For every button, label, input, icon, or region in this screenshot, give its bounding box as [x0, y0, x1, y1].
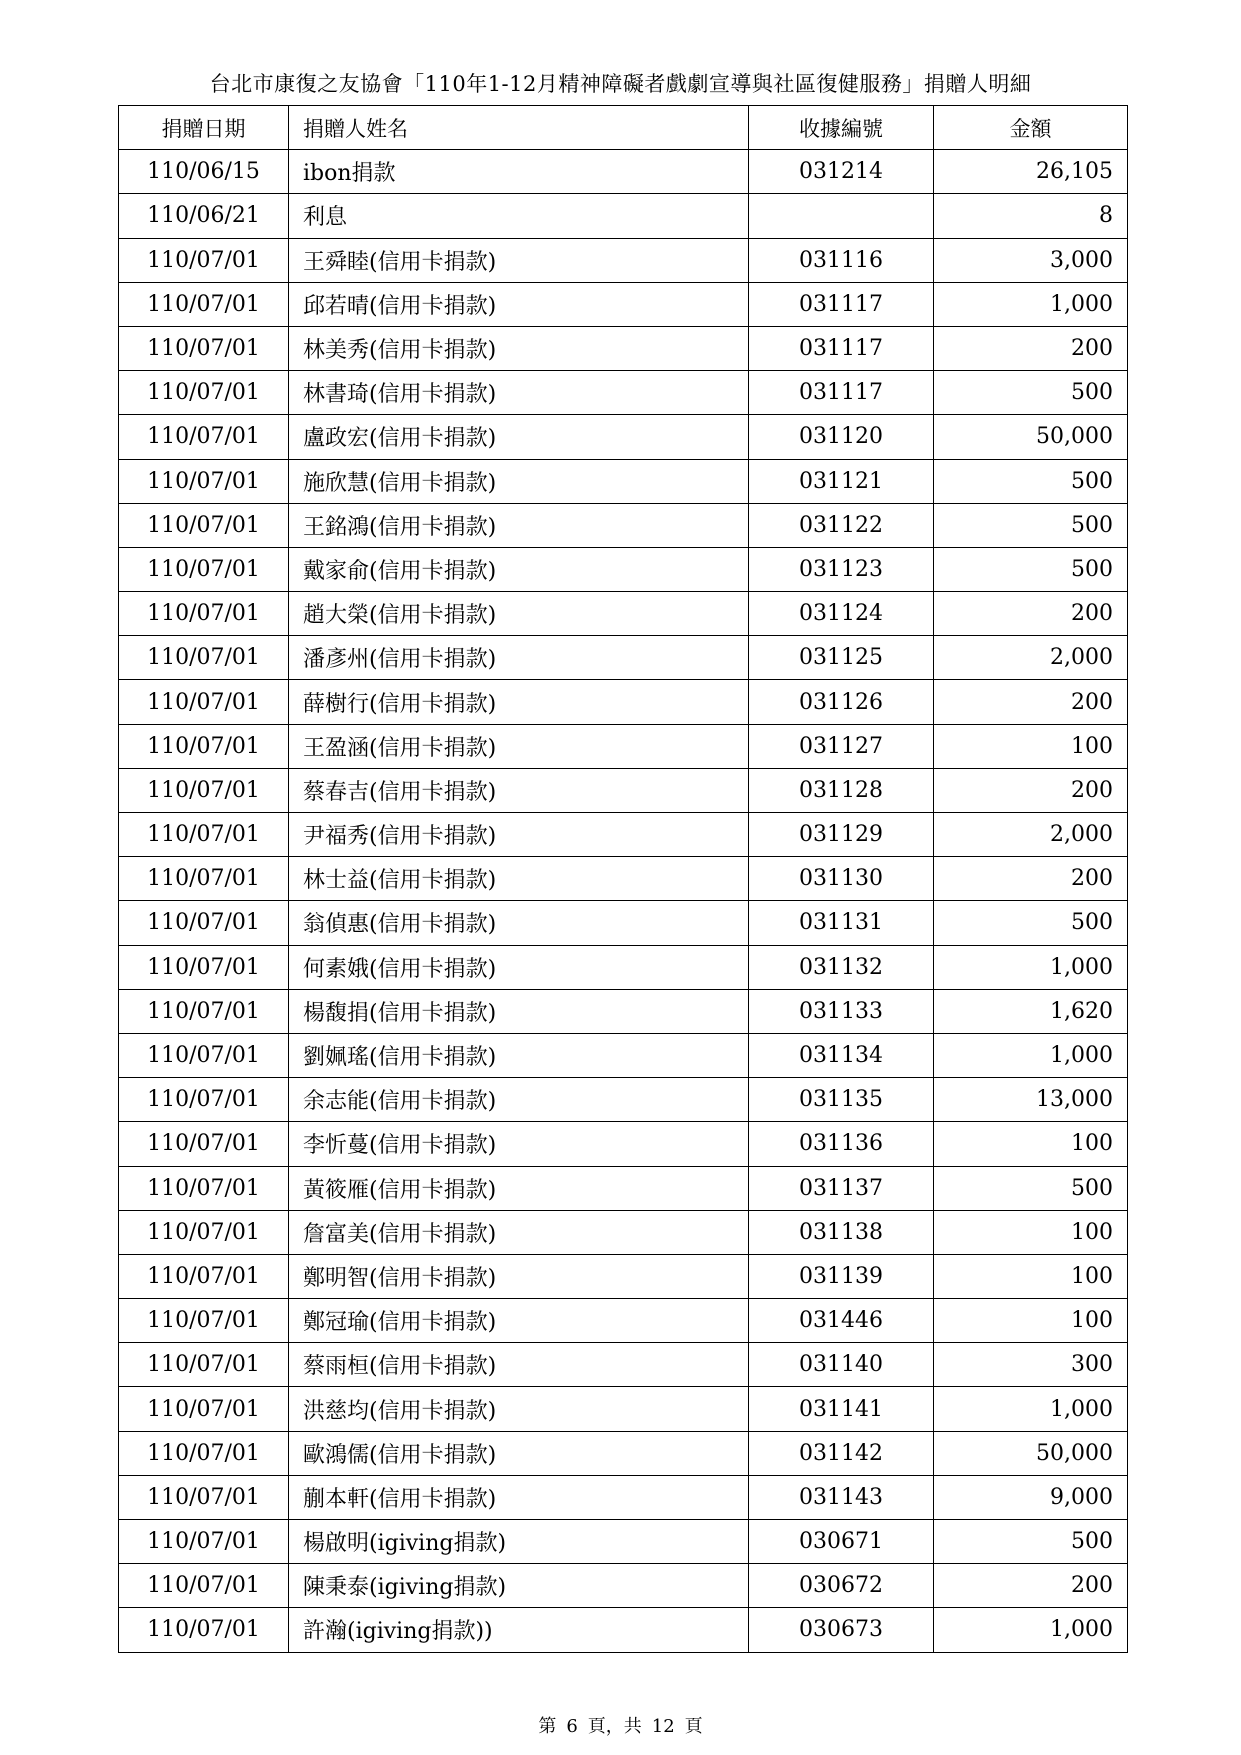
cell-receipt-number: 031117 [749, 326, 934, 370]
cell-receipt-number: 031130 [749, 857, 934, 901]
cell-receipt-number: 031140 [749, 1343, 934, 1387]
table-row [119, 1078, 1128, 1122]
cell-amount: 200 [934, 768, 1128, 812]
cell-date: 110/07/01 [119, 592, 289, 636]
cell-receipt-number: 031446 [749, 1299, 934, 1343]
cell-amount: 500 [934, 1166, 1128, 1210]
cell-amount: 1,000 [934, 282, 1128, 326]
cell-amount: 500 [934, 901, 1128, 945]
cell-amount: 500 [934, 459, 1128, 503]
table-row [119, 1387, 1128, 1431]
cell-receipt-number: 031117 [749, 371, 934, 415]
cell-amount: 2,000 [934, 813, 1128, 857]
cell-donor-name: 洪慈均(信用卡捐款) [289, 1387, 749, 1431]
cell-donor-name: 劉姵瑤(信用卡捐款) [289, 1033, 749, 1077]
cell-date: 110/07/01 [119, 1254, 289, 1298]
cell-donor-name: 王盈涵(信用卡捐款) [289, 724, 749, 768]
table-row [119, 547, 1128, 591]
cell-amount: 2,000 [934, 636, 1128, 680]
cell-receipt-number: 030672 [749, 1564, 934, 1608]
cell-amount: 200 [934, 592, 1128, 636]
table-row [119, 680, 1128, 724]
cell-date: 110/07/01 [119, 1210, 289, 1254]
cell-receipt-number: 031142 [749, 1431, 934, 1475]
cell-amount: 50,000 [934, 415, 1128, 459]
cell-donor-name: 歐鴻儒(信用卡捐款) [289, 1431, 749, 1475]
cell-date: 110/07/01 [119, 415, 289, 459]
cell-receipt-number [749, 194, 934, 238]
header-date: 捐贈日期 [119, 106, 289, 150]
cell-date: 110/07/01 [119, 724, 289, 768]
cell-receipt-number: 031128 [749, 768, 934, 812]
cell-donor-name: 林書琦(信用卡捐款) [289, 371, 749, 415]
cell-amount: 8 [934, 194, 1128, 238]
cell-receipt-number: 031116 [749, 238, 934, 282]
cell-donor-name: 楊馥捐(信用卡捐款) [289, 989, 749, 1033]
cell-amount: 500 [934, 547, 1128, 591]
cell-date: 110/07/01 [119, 680, 289, 724]
cell-amount: 200 [934, 857, 1128, 901]
cell-receipt-number: 031125 [749, 636, 934, 680]
cell-amount: 1,000 [934, 945, 1128, 989]
cell-donor-name: 鄭冠瑜(信用卡捐款) [289, 1299, 749, 1343]
cell-receipt-number: 031120 [749, 415, 934, 459]
cell-date: 110/07/01 [119, 459, 289, 503]
cell-date: 110/07/01 [119, 636, 289, 680]
cell-date: 110/07/01 [119, 282, 289, 326]
cell-receipt-number: 031214 [749, 150, 934, 194]
cell-receipt-number: 031127 [749, 724, 934, 768]
table-row [119, 150, 1128, 194]
cell-amount: 200 [934, 680, 1128, 724]
table-row [119, 857, 1128, 901]
cell-amount: 300 [934, 1343, 1128, 1387]
footer-middle: 頁，共 [587, 1716, 642, 1737]
cell-receipt-number: 031141 [749, 1387, 934, 1431]
footer-prefix: 第 [538, 1716, 557, 1737]
footer-suffix: 頁 [684, 1716, 703, 1737]
cell-donor-name: 王銘鴻(信用卡捐款) [289, 503, 749, 547]
table-row [119, 1166, 1128, 1210]
table-row [119, 901, 1128, 945]
cell-donor-name: 黃筱雁(信用卡捐款) [289, 1166, 749, 1210]
cell-amount: 100 [934, 724, 1128, 768]
cell-receipt-number: 031139 [749, 1254, 934, 1298]
table-row [119, 1033, 1128, 1077]
cell-date: 110/06/21 [119, 194, 289, 238]
cell-amount: 1,000 [934, 1033, 1128, 1077]
footer-total-pages: 12 [651, 1716, 675, 1737]
cell-donor-name: 林美秀(信用卡捐款) [289, 326, 749, 370]
cell-date: 110/07/01 [119, 1520, 289, 1564]
cell-date: 110/07/01 [119, 1387, 289, 1431]
table-row [119, 503, 1128, 547]
cell-date: 110/07/01 [119, 768, 289, 812]
table-body [119, 150, 1128, 1652]
table-row [119, 371, 1128, 415]
header-row [119, 106, 1128, 150]
cell-amount: 26,105 [934, 150, 1128, 194]
table-row [119, 989, 1128, 1033]
cell-donor-name: 戴家俞(信用卡捐款) [289, 547, 749, 591]
cell-receipt-number: 031126 [749, 680, 934, 724]
cell-amount: 100 [934, 1254, 1128, 1298]
table-row [119, 194, 1128, 238]
cell-receipt-number: 031138 [749, 1210, 934, 1254]
cell-amount: 9,000 [934, 1475, 1128, 1519]
cell-donor-name: 盧政宏(信用卡捐款) [289, 415, 749, 459]
cell-donor-name: 李忻蔓(信用卡捐款) [289, 1122, 749, 1166]
table-row [119, 282, 1128, 326]
cell-receipt-number: 031122 [749, 503, 934, 547]
cell-receipt-number: 031132 [749, 945, 934, 989]
cell-receipt-number: 031131 [749, 901, 934, 945]
cell-donor-name: 潘彥州(信用卡捐款) [289, 636, 749, 680]
cell-receipt-number: 031134 [749, 1033, 934, 1077]
cell-donor-name: 余志能(信用卡捐款) [289, 1078, 749, 1122]
cell-date: 110/07/01 [119, 813, 289, 857]
cell-donor-name: 利息 [289, 194, 749, 238]
table-row [119, 592, 1128, 636]
cell-date: 110/07/01 [119, 1033, 289, 1077]
cell-amount: 3,000 [934, 238, 1128, 282]
cell-receipt-number: 031121 [749, 459, 934, 503]
cell-date: 110/07/01 [119, 371, 289, 415]
table-row [119, 1475, 1128, 1519]
cell-donor-name: 薛樹行(信用卡捐款) [289, 680, 749, 724]
cell-receipt-number: 030671 [749, 1520, 934, 1564]
header-donor-name: 捐贈人姓名 [289, 106, 749, 150]
cell-amount: 200 [934, 326, 1128, 370]
cell-amount: 100 [934, 1210, 1128, 1254]
cell-receipt-number: 031135 [749, 1078, 934, 1122]
cell-date: 110/07/01 [119, 326, 289, 370]
table-row [119, 1210, 1128, 1254]
cell-donor-name: ibon捐款 [289, 150, 749, 194]
cell-date: 110/07/01 [119, 1475, 289, 1519]
cell-date: 110/07/01 [119, 1608, 289, 1652]
donation-table [118, 105, 1128, 1653]
cell-donor-name: 邱若晴(信用卡捐款) [289, 282, 749, 326]
cell-date: 110/07/01 [119, 1431, 289, 1475]
cell-receipt-number: 031124 [749, 592, 934, 636]
table-row [119, 1343, 1128, 1387]
cell-date: 110/07/01 [119, 901, 289, 945]
cell-date: 110/07/01 [119, 857, 289, 901]
cell-date: 110/07/01 [119, 1564, 289, 1608]
table-row [119, 1520, 1128, 1564]
table-row [119, 1608, 1128, 1652]
cell-amount: 1,620 [934, 989, 1128, 1033]
document-title: 台北市康復之友協會「110年1-12月精神障礙者戲劇宣導與社區復健服務」捐贈人明細 [209, 72, 1032, 96]
cell-amount: 500 [934, 503, 1128, 547]
table-row [119, 813, 1128, 857]
cell-amount: 1,000 [934, 1387, 1128, 1431]
cell-amount: 13,000 [934, 1078, 1128, 1122]
cell-amount: 100 [934, 1122, 1128, 1166]
table-row [119, 238, 1128, 282]
cell-amount: 50,000 [934, 1431, 1128, 1475]
cell-date: 110/07/01 [119, 1166, 289, 1210]
table-row [119, 1431, 1128, 1475]
cell-receipt-number: 031143 [749, 1475, 934, 1519]
cell-date: 110/07/01 [119, 1122, 289, 1166]
page-footer [0, 1712, 1241, 1738]
cell-donor-name: 王舜睦(信用卡捐款) [289, 238, 749, 282]
cell-donor-name: 楊啟明(igiving捐款) [289, 1520, 749, 1564]
cell-receipt-number: 031133 [749, 989, 934, 1033]
table-row [119, 945, 1128, 989]
cell-date: 110/06/15 [119, 150, 289, 194]
table-row [119, 1299, 1128, 1343]
table-row [119, 459, 1128, 503]
cell-date: 110/07/01 [119, 547, 289, 591]
cell-date: 110/07/01 [119, 989, 289, 1033]
cell-date: 110/07/01 [119, 503, 289, 547]
cell-receipt-number: 030673 [749, 1608, 934, 1652]
table-row [119, 724, 1128, 768]
cell-receipt-number: 031137 [749, 1166, 934, 1210]
header-receipt-number: 收據編號 [749, 106, 934, 150]
cell-donor-name: 何素娥(信用卡捐款) [289, 945, 749, 989]
cell-date: 110/07/01 [119, 238, 289, 282]
table-row [119, 1254, 1128, 1298]
cell-donor-name: 蔡春吉(信用卡捐款) [289, 768, 749, 812]
cell-receipt-number: 031129 [749, 813, 934, 857]
cell-amount: 100 [934, 1299, 1128, 1343]
cell-donor-name: 陳秉泰(igiving捐款) [289, 1564, 749, 1608]
cell-amount: 500 [934, 371, 1128, 415]
table-row [119, 768, 1128, 812]
cell-donor-name: 林士益(信用卡捐款) [289, 857, 749, 901]
cell-amount: 1,000 [934, 1608, 1128, 1652]
cell-donor-name: 蒯本軒(信用卡捐款) [289, 1475, 749, 1519]
cell-donor-name: 趙大榮(信用卡捐款) [289, 592, 749, 636]
table-row [119, 1564, 1128, 1608]
cell-donor-name: 蔡雨桓(信用卡捐款) [289, 1343, 749, 1387]
table-row [119, 1122, 1128, 1166]
cell-receipt-number: 031136 [749, 1122, 934, 1166]
cell-date: 110/07/01 [119, 945, 289, 989]
table-row [119, 636, 1128, 680]
cell-donor-name: 許瀚(igiving捐款)) [289, 1608, 749, 1652]
footer-page-number: 6 [566, 1716, 578, 1737]
cell-donor-name: 詹富美(信用卡捐款) [289, 1210, 749, 1254]
cell-donor-name: 尹福秀(信用卡捐款) [289, 813, 749, 857]
table-row [119, 415, 1128, 459]
cell-donor-name: 鄭明智(信用卡捐款) [289, 1254, 749, 1298]
cell-date: 110/07/01 [119, 1078, 289, 1122]
cell-amount: 200 [934, 1564, 1128, 1608]
cell-amount: 500 [934, 1520, 1128, 1564]
cell-donor-name: 施欣慧(信用卡捐款) [289, 459, 749, 503]
cell-receipt-number: 031117 [749, 282, 934, 326]
table-row [119, 326, 1128, 370]
cell-date: 110/07/01 [119, 1299, 289, 1343]
header-amount: 金額 [934, 106, 1128, 150]
cell-date: 110/07/01 [119, 1343, 289, 1387]
cell-receipt-number: 031123 [749, 547, 934, 591]
cell-donor-name: 翁偵惠(信用卡捐款) [289, 901, 749, 945]
